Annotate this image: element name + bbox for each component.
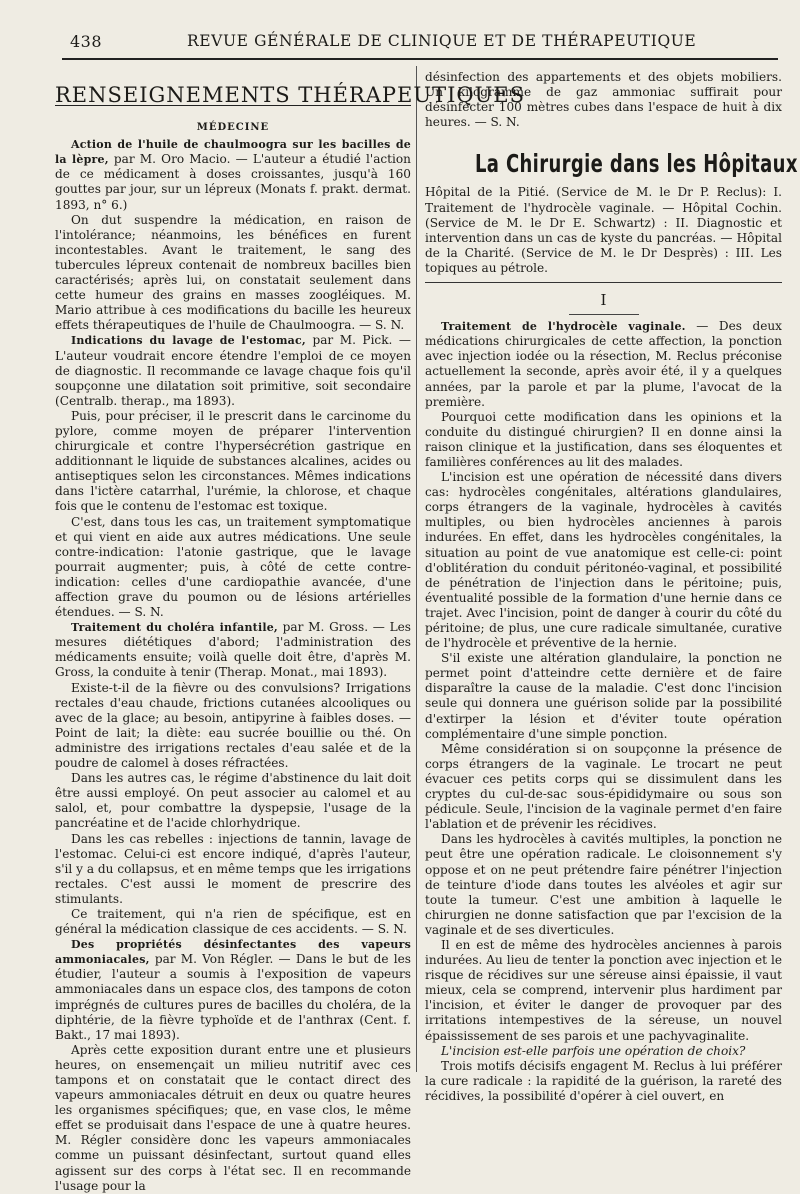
article-3-lead: Traitement du choléra infantile, [71, 621, 278, 635]
subsection-title: MÉDECINE [196, 122, 270, 134]
article-b1-lead: Traitement de l'hydrocèle vaginale. [441, 320, 686, 334]
article-b1-intro [425, 319, 782, 410]
paragraph: L'incision est-elle parfois une opération de choix? [441, 1043, 746, 1058]
page-header [62, 28, 762, 54]
paragraph: Même considération si on soupçonne la présence de corps étrangers de la vaginale. Le trocart ne peut évacuer ces petits corps qui se dissimulent dans les cryptes du cul-de-sac sous-épididymaire ou sous son pédicule. Seule, l'incision de la vaginale permet d'en faire l'ablation et de prévenir les récidives. [425, 741, 782, 832]
paragraph: L'incision est une opération de nécessité dans divers cas: hydrocèles congénitales, altérations glandulaires, corps étrangers de la vaginale, hydrocèles à cavités multiples, ou bien hydrocèles anciennes à parois indurées. En effet, dans les hydrocèles congénitales, la situation au point de vue anatomique est celle-ci: point d'oblitération du conduit péritonéo-vaginal, et possibilité de pénétration de l'injection dans le péritoine; puis, éventualité possible de la formation d'une hernie dans ce trajet. Avec l'incision, point de danger à courir du côté du péritoine; de plus, une cure radicale simultanée, curative de l'hydrocèle et préventive de la hernie. [425, 470, 782, 651]
article-1-lead: Action de l'huile de chaulmoogra sur les bacilles de la lèpre, [55, 138, 411, 167]
left-column [55, 70, 525, 1194]
paragraph: Dans les hydrocèles à cavités multiples, la ponction ne peut être une opération radicale. Le cloisonnement s'y oppose et on ne peut prétendre faire pénétrer l'injection de teinture d'iode dans toutes les alvéoles et agir sur toute la tumeur. C'est une ambition à laquelle le chirurgien ne donne satisfaction que par l'excision de la vaginale et de ses diverticules. [425, 832, 782, 937]
paragraph: Ce traitement, qui n'a rien de spécifique, est en général la médication classique de ces accidents. — S. N. [55, 906, 411, 937]
hospital-summary: Hôpital de la Pitié. (Service de M. le Dr P. Reclus): I. Traitement de l'hydrocèle vaginale. — Hôpital Cochin. (Service de M. le Dr E. Schwartz) : II. Diagnostic et intervention dans un cas de kyste du pancréas. — Hôpital de la Charité. (Service de M. le Dr Desprès) : III. Les topiques au pétrole. [425, 185, 782, 275]
chirurgie-title: La Chirurgie dans les Hôpitaux [474, 149, 798, 179]
article-4-text: par M. Von Régler. — Dans le but de les étudier, l'auteur a soumis à l'exposition de vapeurs ammoniacales dans un espace clos, des tampons de coton imprégnés de cultures pures de bacilles du choléra, de la diphtérie, de la fièvre typhoïde et de l'anthrax (Cent. f. Bakt., 17 mai 1893). [55, 952, 411, 1042]
header-rule [62, 58, 778, 60]
paragraph: Pourquoi cette modification dans les opinions et la conduite du distingué chirurgien? Il en donne ainsi la raison clinique et la justification, dans ses éloquentes et familières conférences au lit des malades. [425, 409, 782, 469]
article-b1-text: — Des deux médications chirurgicales de cette affection, la ponction avec injection iodée ou la résection, M. Reclus préconise actuellement la seconde, après avoir été, il y a quelques années, par la parole et par la plume, l'avocat de la première. [425, 319, 782, 409]
section-title: RENSEIGNEMENTS THÉRAPEUTIQUES [55, 83, 525, 107]
article-2-lead: Indications du lavage de l'estomac, [71, 334, 306, 348]
numeral-rule [569, 314, 639, 315]
paragraph: Après cette exposition durant entre une et plusieurs heures, on ensemençait un milieu nutritif avec ces tampons et on constatait que le contact direct des vapeurs ammoniacales détruit en deux ou quatre heures les organismes spécifiques; que, en vase clos, le même effet se produisait dans l'espace de une à quatre heures. M. Régler considère donc les vapeurs ammoniacales comme un puissant désinfectant, surtout quand elles agissent sur des corps à l'état sec. Il en recommande l'usage pour la [55, 1042, 411, 1193]
paragraph: Puis, pour préciser, il le prescrit dans le carcinome du pylore, comme moyen de préparer l'intervention chirurgicale et contre l'hypersécrétion gastrique en additionnant le liquide de substances alcalines, acides ou antiseptiques selon les circonstances. Mêmes indications dans l'ictère catarrhal, l'urémie, la chlorose, et chaque fois que le contenu de l'estomac est toxique. [55, 408, 411, 514]
article-3-intro [55, 620, 411, 680]
roman-numeral: I [600, 291, 607, 310]
article-1-intro [55, 137, 411, 212]
paragraph: Il en est de même des hydrocèles anciennes à parois indurées. Au lieu de tenter la ponction avec injection et le risque de récidives sur une séreuse ainsi épaissie, il vaut mieux, cela se comprend, intervenir plus hardiment par l'incision, et éviter le danger de provoquer par des irritations intempestives de la séreuse, un nouvel épaississement de ses parois et une pachyvaginalite. [425, 937, 782, 1043]
paragraph: On dut suspendre la médication, en raison de l'intolérance; néanmoins, les bénéfices en furent incontestables. Avant le traitement, le sang des tubercules lépreux contenait de nombreux bacilles bien caractérisés; après lui, on constatait seulement dans cette humeur des grains en masses zoogléiques. M. Mario attribue à ces modifications du bacille les heureux effets thérapeutiques de l'huile de Chaulmoogra. — S. N. [55, 212, 411, 333]
paragraph: Trois motifs décisifs engagent M. Reclus à lui préférer la cure radicale : la rapidité de la guérison, la rareté des récidives, la possibilité d'opérer à ciel ouvert, en [425, 1058, 782, 1103]
article-4-intro [55, 937, 411, 1043]
paragraph: C'est, dans tous les cas, un traitement symptomatique et qui vient en aide aux autres médications. Une seule contre-indication: l'atonie gastrique, que le lavage pourrait augmenter; puis, à côté de cette contre-indication: celles d'une cardiopathie avancée, d'une affection grave du poumon ou de lésions artérielles étendues. — S. N. [55, 514, 411, 620]
paragraph: Dans les autres cas, le régime d'abstinence du lait doit être aussi employé. On peut associer au calomel et au salol, et, pour combattre la dyspepsie, l'usage de la pancréatine et de l'acide chlorhydrique. [55, 771, 411, 831]
continued-paragraph: désinfection des appartements et des objets mobiliers. Un kilogramme de gaz ammoniac suffirait pour désinfecter 100 mètres cubes dans l'espace de huit à dix heures. — S. N. [425, 70, 782, 130]
paragraph: S'il existe une altération glandulaire, la ponction ne permet point d'atteindre cette dernière et de faire disparaître la cause de la maladie. C'est donc l'incision seule qui donnera une guérison solide par la possibilité d'extirper la lésion et d'éviter toute opération complémentaire d'une simple ponction. [425, 651, 782, 741]
article-2-intro [55, 333, 411, 408]
page-number: 438 [70, 32, 103, 51]
article-2-text: par M. Pick. — L'auteur voudrait encore étendre l'emploi de ce moyen de diagnostic. Il recommande ce lavage chaque fois qu'il soupçonne une dilatation soit primitive, soit secondaire (Centralb. therap., ma 1893). [55, 333, 411, 408]
summary-rule [425, 282, 782, 283]
running-title: REVUE GÉNÉRALE DE CLINIQUE ET DE THÉRAPEUTIQUE [187, 32, 697, 50]
article-1-text: par M. Oro Macio. — L'auteur a étudié l'action de ce médicament à doses croissantes, jusqu'à 160 gouttes par jour, sur un lépreux (Monats f. prakt. dermat. 1893, n° 6.) [55, 152, 411, 212]
article-3-text: par M. Gross. — Les mesures diététiques d'abord; l'administration des médicaments ensuite; voilà quelle doit être, d'après M. Gross, la conduite à tenir (Therap. Monat., mai 1893). [55, 620, 411, 680]
right-column [425, 70, 798, 1104]
article-4-lead: Des propriétés désinfectantes des vapeurs ammoniacales, [55, 938, 411, 967]
paragraph: Existe-t-il de la fièvre ou des convulsions? Irrigations rectales d'eau chaude, frictions cutanées alcooliques ou avec de la glace; au besoin, antipyrine à faibles doses. — Point de lait; la diète: eau sucrée bouillie ou thé. On administre des irrigations rectales d'eau salée et de la poudre de calomel à doses réfractées. [55, 680, 411, 771]
column-divider [416, 66, 417, 1072]
paragraph: Dans les cas rebelles : injections de tannin, lavage de l'estomac. Celui-ci est encore indiqué, d'après l'auteur, s'il y a du collapsus, et en même temps que les irrigations rectales. C'est aussi le moment de prescrire des stimulants. [55, 831, 411, 906]
